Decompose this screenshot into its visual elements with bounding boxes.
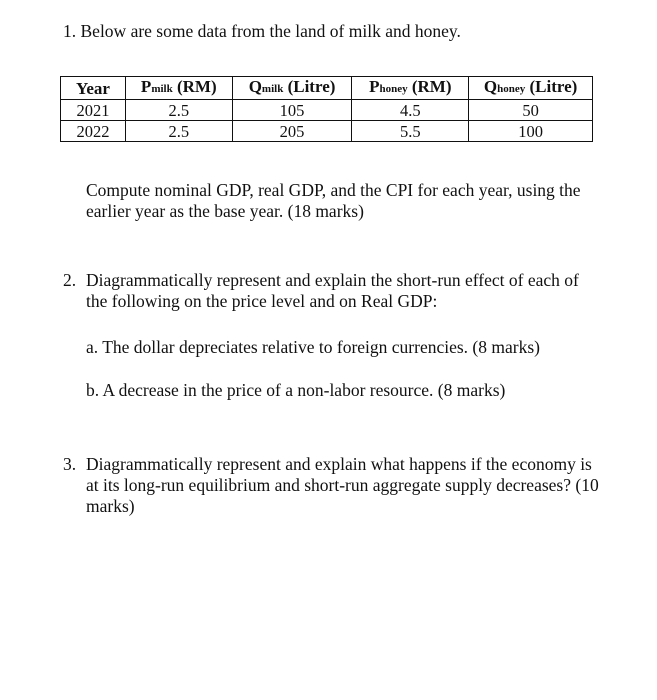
question-1-task-line: Compute nominal GDP, real GDP, and the CPI for each year, using the: [86, 180, 581, 200]
question-2-text: [86, 270, 579, 312]
table-cell: 4.5: [352, 100, 469, 121]
table-header-row: [61, 77, 593, 100]
header-q-milk: Qmilk (Litre): [232, 77, 352, 100]
table-cell: 2.5: [125, 100, 232, 121]
header-year: Year: [61, 77, 126, 100]
question-3-number: 3.: [63, 454, 77, 474]
question-3-line: Diagrammatically represent and explain what happens if the economy is: [86, 454, 592, 474]
table-cell: 100: [469, 121, 593, 142]
table-cell: 2.5: [125, 121, 232, 142]
table-cell: 50: [469, 100, 593, 121]
header-q-honey: Qhoney (Litre): [469, 77, 593, 100]
table-cell: 2022: [61, 121, 126, 142]
question-2-number: 2.: [63, 270, 77, 290]
table-row: [61, 121, 593, 142]
header-p-honey: Phoney (RM): [352, 77, 469, 100]
question-3-text: [86, 454, 599, 517]
header-p-milk: Pmilk (RM): [125, 77, 232, 100]
question-2-line: Diagrammatically represent and explain the short-run effect of each of: [86, 270, 579, 290]
question-3-line: marks): [86, 496, 135, 516]
question-2a: a. The dollar depreciates relative to foreign currencies. (8 marks): [86, 337, 540, 357]
question-3-line: at its long-run equilibrium and short-run aggregate supply decreases? (10: [86, 475, 599, 495]
question-2-line: the following on the price level and on Real GDP:: [86, 291, 438, 311]
table-cell: 2021: [61, 100, 126, 121]
question-1-task: [86, 180, 626, 222]
table-cell: 5.5: [352, 121, 469, 142]
question-1-text: Below are some data from the land of milk and honey.: [80, 21, 461, 41]
question-2b: b. A decrease in the price of a non-labor resource. (8 marks): [86, 380, 506, 400]
table-cell: 105: [232, 100, 352, 121]
question-1-heading: [63, 21, 461, 42]
question-1-task-line: earlier year as the base year. (18 marks): [86, 201, 364, 221]
data-table: [60, 76, 593, 142]
table-cell: 205: [232, 121, 352, 142]
question-1-number: 1.: [63, 21, 77, 41]
table-row: [61, 100, 593, 121]
